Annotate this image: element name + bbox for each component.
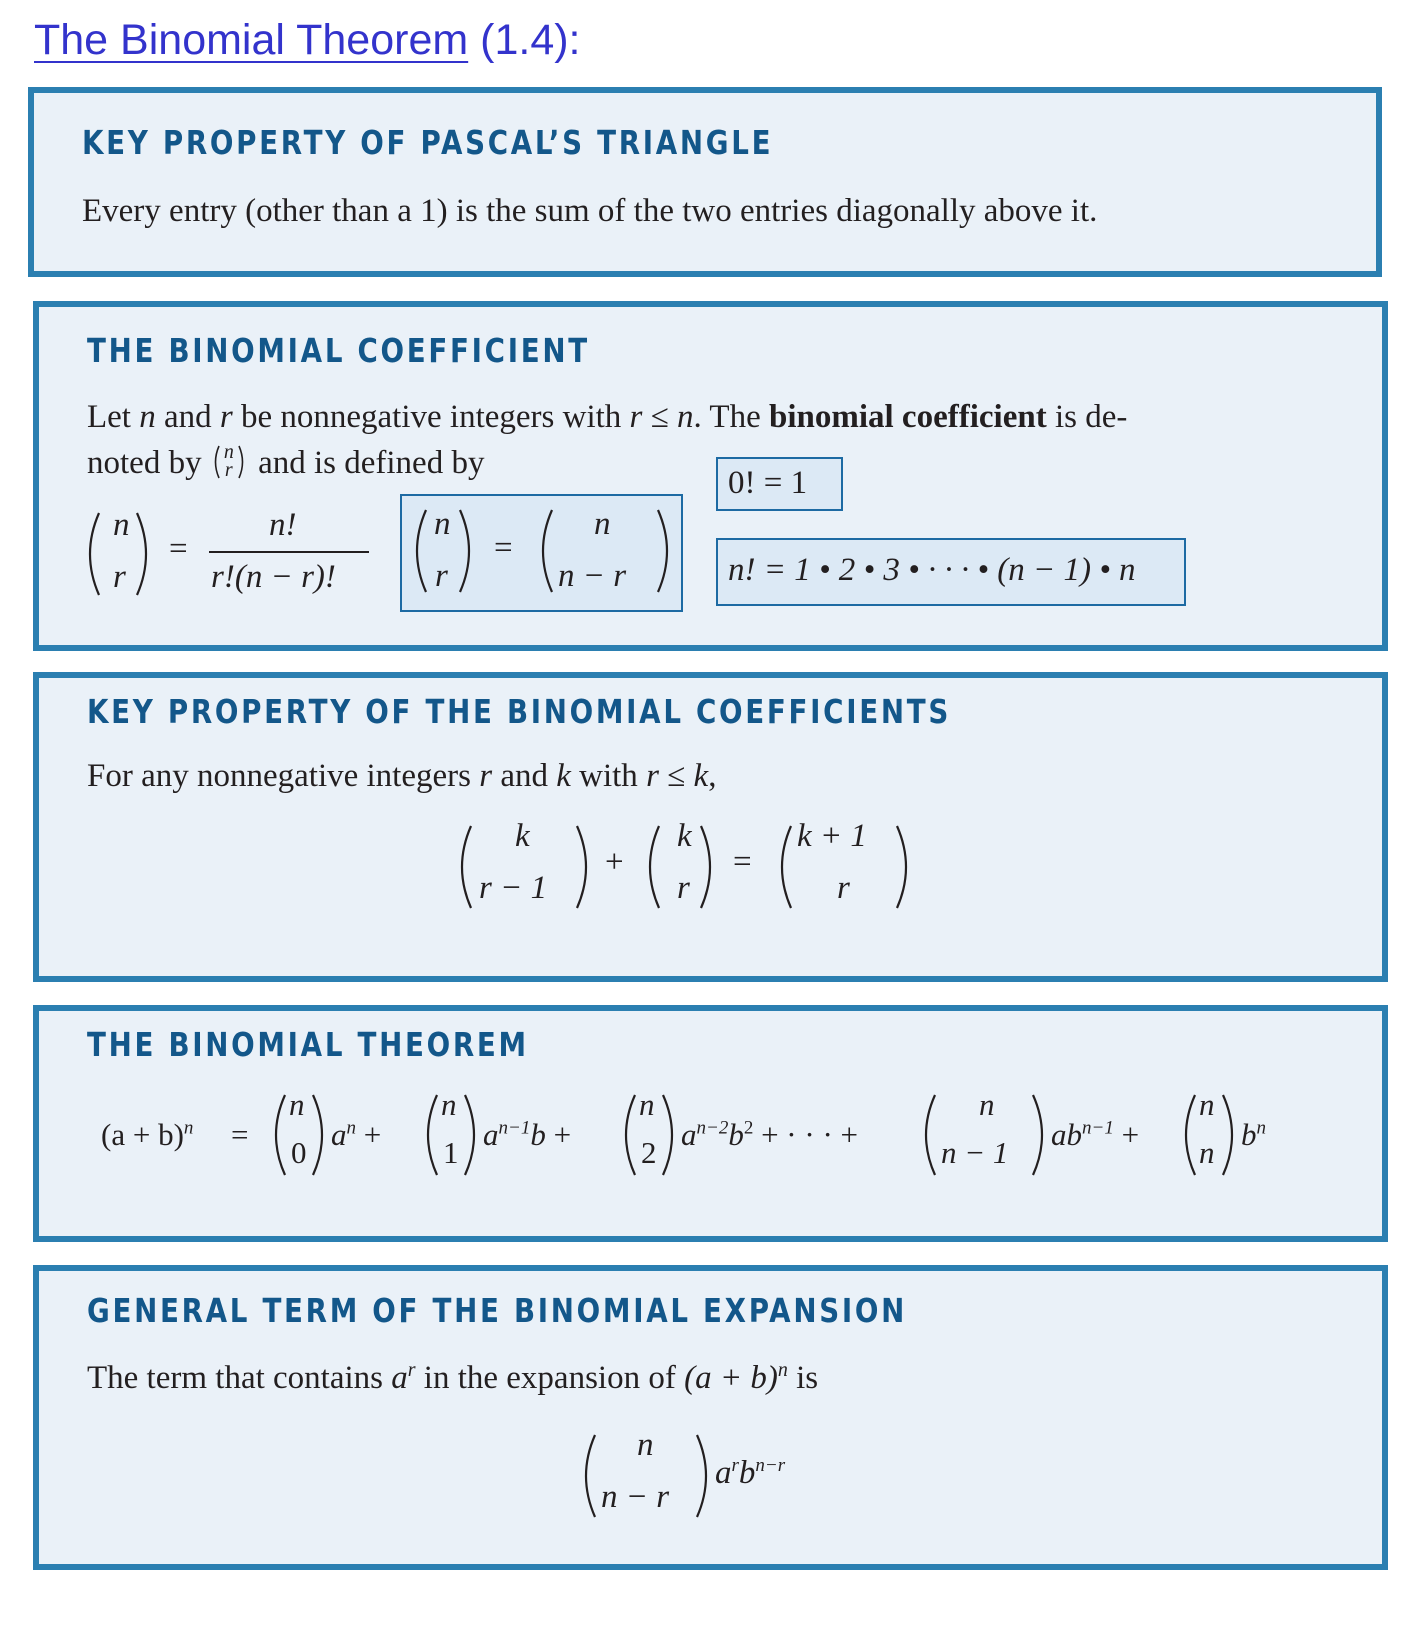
- zero-factorial-box: 0! = 1: [716, 457, 843, 511]
- page-title: [34, 16, 581, 65]
- key-property-coefficients-intro: For any nonnegative integers r and k with r ≤ k,: [87, 758, 717, 794]
- pascal-property-box: [28, 87, 1382, 277]
- page-title-suffix: (1.4):: [468, 16, 581, 64]
- general-term-heading: GENERAL TERM OF THE BINOMIAL EXPANSION: [87, 1291, 907, 1330]
- general-term-box: [33, 1265, 1388, 1570]
- page-title-link[interactable]: The Binomial Theorem: [34, 16, 469, 64]
- binomial-theorem-box: [33, 1005, 1388, 1242]
- binomial-coefficient-heading: THE BINOMIAL COEFFICIENT: [87, 331, 590, 370]
- general-term-intro: The term that contains $a^r$ in the expansion of $(a + b)^n$ is: [87, 1359, 819, 1396]
- key-property-coefficients-box: [33, 672, 1388, 982]
- general-term-formula: n n − r $a^rb^{n-r}$: [579, 1427, 839, 1527]
- pascal-property-heading: KEY PROPERTY OF PASCAL’S TRIANGLE: [82, 123, 774, 162]
- factorial-definition-box: n! = 1 • 2 • 3 • · · · • (n − 1) • n: [716, 538, 1186, 606]
- key-property-coefficients-heading: KEY PROPERTY OF THE BINOMIAL COEFFICIENTS: [87, 692, 951, 731]
- binomial-theorem-formula: $(a + b)^n$ = n 0 $a^n$ + n 1 $a^{n-1}b$ + n 2 $a^{n-2}b^2$ + · · · + n n − 1 $ab^{n-1}$ + n n $b^n$: [101, 1089, 1341, 1189]
- binomial-coefficient-definition-line1: Let n and r be nonnegative integers with r ≤ n. The binomial coefficient is de-: [87, 399, 1128, 435]
- binomial-theorem-heading: THE BINOMIAL THEOREM: [87, 1025, 529, 1064]
- pascal-identity-formula: k r − 1 + k r = k + 1 r: [455, 818, 925, 918]
- binomial-coefficient-term: binomial coefficient: [768, 399, 1047, 435]
- inline-binomial: n r: [210, 449, 250, 479]
- binomial-coefficient-definition-line2: noted by n r and is defined by: [87, 441, 485, 481]
- symmetry-formula-box: n r = n n − r: [400, 494, 683, 612]
- binomial-coefficient-formula: n r = n! r!(n − r)!: [83, 507, 373, 607]
- binomial-coefficient-box: [33, 301, 1388, 651]
- pascal-property-text: Every entry (other than a 1) is the sum of the two entries diagonally above it.: [82, 193, 1098, 229]
